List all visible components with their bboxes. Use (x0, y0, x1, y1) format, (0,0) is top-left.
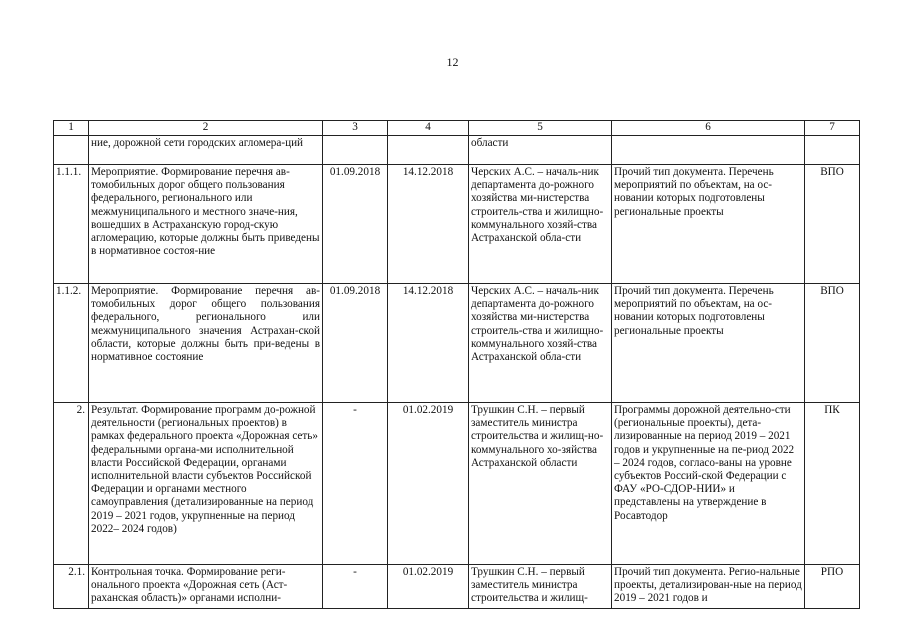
row-number: 2. (54, 403, 89, 565)
row-document: Прочий тип документа. Перечень мероприятий по объектам, на ос-новании которых подготовлены региональные проекты (612, 284, 805, 403)
row-document: Программы дорожной деятельно-сти (региональные проекты), дета-лизированные на период 2019 – 2021 годов и укрупненные на пе-риод 2022 – 2024 годов, согласо-ваны на уровне субъектов Россий-ской Федерации с ФАУ «РО-СДОР-НИИ» и представлены на утверждение в Росавтодор (612, 403, 805, 565)
row-code: ВПО (805, 165, 860, 284)
column-header: 4 (388, 121, 469, 136)
row-end-date: 14.12.2018 (388, 165, 469, 284)
row-responsible: Трушкин С.Н. – первый заместитель министра строительства и жилищ-но-коммунального хо-зяйства Астраханской области (469, 403, 612, 565)
row-code (805, 136, 860, 165)
row-responsible: Черских А.С. – началь-ник департамента до-рожного хозяйства ми-нистерства строитель-ства и жилищно-коммунального хозяй-ства Астраханской обла-сти (469, 284, 612, 403)
row-responsible: области (469, 136, 612, 165)
column-header: 7 (805, 121, 860, 136)
row-code: ПК (805, 403, 860, 565)
page-number: 12 (446, 55, 459, 69)
table-row (54, 284, 860, 403)
row-description: Мероприятие. Формирование перечня ав-томобильных дорог общего пользования федерального, регионального или межмуниципального значения Астрахан-ской области, которые должны быть при-ведены в нормативное состояние (89, 284, 323, 403)
row-description: Мероприятие. Формирование перечня ав-томобильных дорог общего пользования федерального, регионального или межмуниципального и местного значе-ния, вошедших в Астраханскую город-скую агломерацию, которые должны быть приведены в нормативное состоя-ние (89, 165, 323, 284)
row-description: Результат. Формирование программ до-рожной деятельности (региональных проектов) в рамках федерального проекта «Дорожная сеть» федеральными органа-ми исполнительной власти Российской Федерации, органами исполнительной власти субъектов Российской Федерации и органами местного самоуправления (детализированные на период 2019 – 2021 годов, укрупненные на период 2022– 2024 годов) (89, 403, 323, 565)
row-responsible: Трушкин С.Н. – первый заместитель министра строительства и жилищ- (469, 565, 612, 609)
header-row (54, 121, 860, 136)
column-header: 6 (612, 121, 805, 136)
table-row (54, 165, 860, 284)
row-start-date: 01.09.2018 (323, 284, 388, 403)
row-document: Прочий тип документа. Регио-нальные проекты, детализирован-ные на период 2019 – 2021 годов и (612, 565, 805, 609)
row-code: ВПО (805, 284, 860, 403)
row-end-date (388, 136, 469, 165)
row-number: 1.1.1. (54, 165, 89, 284)
row-number: 2.1. (54, 565, 89, 609)
table-row (54, 136, 860, 165)
column-header: 5 (469, 121, 612, 136)
row-number (54, 136, 89, 165)
row-end-date: 01.02.2019 (388, 403, 469, 565)
row-responsible: Черских А.С. – началь-ник департамента до-рожного хозяйства ми-нистерства строитель-ства и жилищно-коммунального хозяй-ства Астраханской обла-сти (469, 165, 612, 284)
row-start-date: 01.09.2018 (323, 165, 388, 284)
column-header: 2 (89, 121, 323, 136)
row-end-date: 14.12.2018 (388, 284, 469, 403)
row-document: Прочий тип документа. Перечень мероприятий по объектам, на ос-новании которых подготовлены региональные проекты (612, 165, 805, 284)
row-start-date: - (323, 565, 388, 609)
table-row (54, 403, 860, 565)
row-start-date (323, 136, 388, 165)
column-header: 3 (323, 121, 388, 136)
row-end-date: 01.02.2019 (388, 565, 469, 609)
row-document (612, 136, 805, 165)
row-number: 1.1.2. (54, 284, 89, 403)
schedule-table (53, 120, 860, 609)
row-description: Контрольная точка. Формирование реги-онального проекта «Дорожная сеть (Аст-раханская область)» органами исполни- (89, 565, 323, 609)
row-start-date: - (323, 403, 388, 565)
row-description: ние, дорожной сети городских агломера-ций (89, 136, 323, 165)
table-row (54, 565, 860, 609)
column-header: 1 (54, 121, 89, 136)
row-code: РПО (805, 565, 860, 609)
